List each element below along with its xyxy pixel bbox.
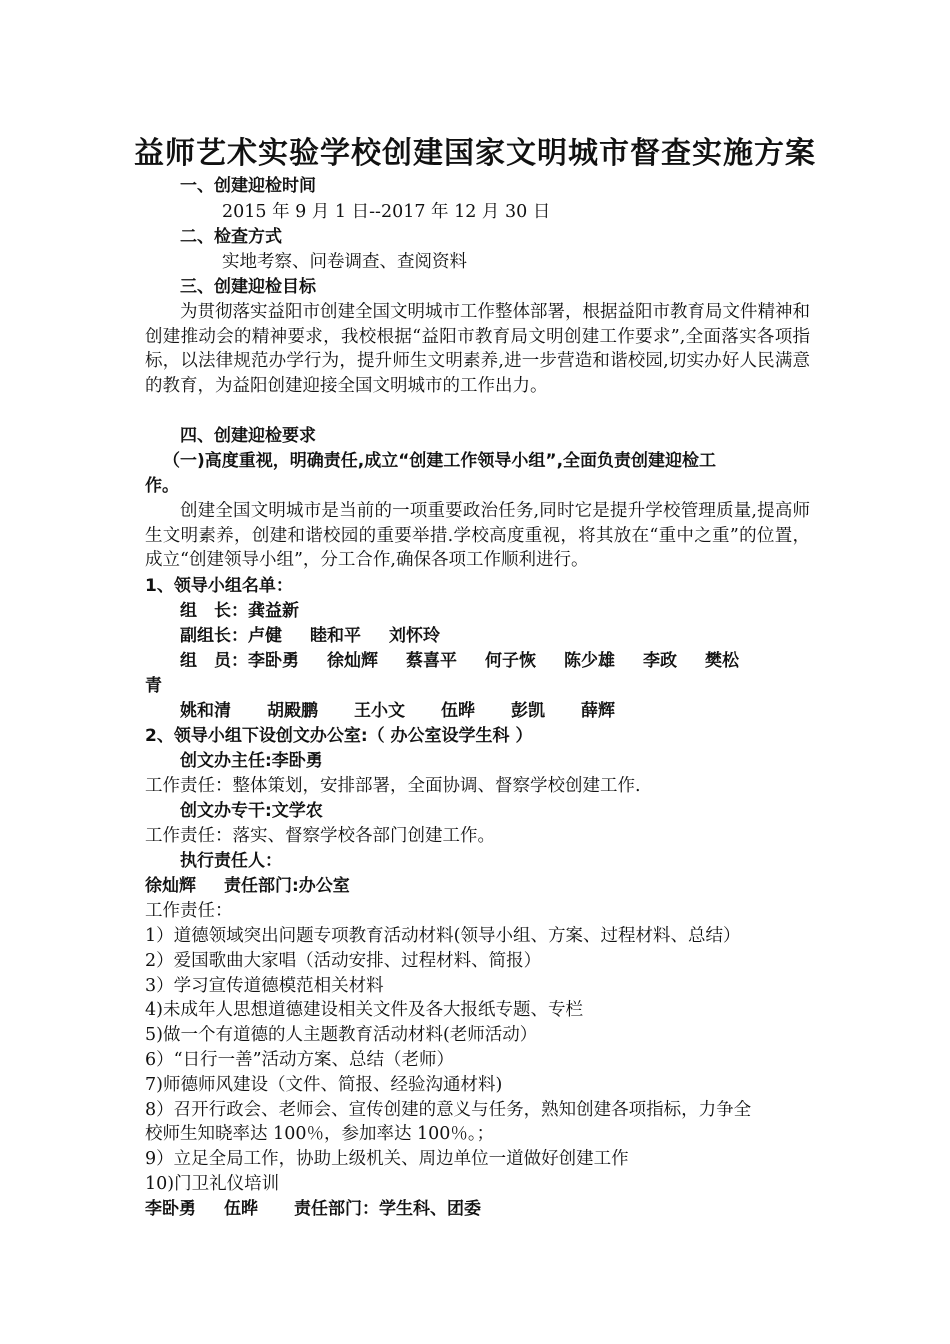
executor-2	[145, 1197, 815, 1222]
members-row-1-wrap: 青	[145, 676, 162, 696]
executor-department: 责任部门：学生科、团委	[294, 1199, 481, 1219]
duty-item: 7)师德师风建设（文件、简报、经验沟通材料)	[145, 1075, 503, 1095]
duty-item: 4)未成年人思想道德建设相关文件及各大报纸专题、专栏	[145, 1000, 583, 1020]
leader-name: 龚益新	[248, 601, 299, 621]
office-officer-duty: 工作责任：落实、督察学校各部门创建工作。	[145, 826, 495, 846]
member-name: 徐灿辉	[327, 651, 378, 671]
section-heading-2: 二、检查方式	[180, 227, 282, 247]
duty-item: 8）召开行政会、老师会、宣传创建的意义与任务，熟知创建各项指标，力争全	[145, 1100, 752, 1120]
member-name: 何子恢	[485, 651, 536, 671]
office-director-duty: 工作责任：整体策划，安排部署，全面协调、督察学校创建工作.	[145, 776, 641, 796]
duty-item: 2）爱国歌曲大家唱（活动安排、过程材料、简报）	[145, 951, 542, 971]
executor-1-duty-label: 工作责任：	[145, 901, 233, 921]
subsection-heading-1: （一)高度重视，明确责任,成立“创建工作领导小组”,全面负责创建迎检工	[163, 451, 717, 471]
duty-item: 5)做一个有道德的人主题教育活动材料(老师活动）	[145, 1025, 538, 1045]
inspection-methods: 实地考察、问卷调查、查阅资料	[222, 252, 467, 272]
executor-name: 李卧勇	[145, 1199, 196, 1219]
members-row-1	[180, 649, 850, 674]
section-heading-1: 一、创建迎检时间	[180, 176, 316, 196]
member-name: 李卧勇	[248, 651, 299, 671]
leader-row	[180, 599, 850, 624]
document-title: 益师艺术实验学校创建国家文明城市督查实施方案	[134, 136, 816, 171]
member-name: 李政	[643, 651, 677, 671]
executor-label: 执行责任人：	[180, 851, 282, 871]
duty-item: 9）立足全局工作，协助上级机关、周边单位一道做好创建工作	[145, 1149, 629, 1169]
member-label: 组 员：	[180, 651, 248, 671]
members-row-2	[180, 699, 850, 724]
inspection-period: 2015 年 9 月 1 日--2017 年 12 月 30 日	[222, 202, 551, 222]
section-heading-4: 四、创建迎检要求	[180, 426, 316, 446]
deputy-name: 卢健	[248, 626, 282, 646]
leaders-heading: 1、领导小组名单：	[145, 576, 293, 596]
subsection-heading-1-wrap: 作。	[145, 476, 179, 496]
office-director: 创文办主任:李卧勇	[180, 751, 323, 771]
member-name: 樊松	[705, 651, 739, 671]
member-name: 伍晔	[441, 701, 475, 721]
executor-name: 徐灿辉	[145, 876, 196, 896]
duty-item: 3）学习宣传道德模范相关材料	[145, 976, 384, 996]
executor-1	[145, 874, 815, 899]
leader-label: 组 长：	[180, 601, 248, 621]
duty-item-wrap: 校师生知晓率达 100％，参加率达 100％。；	[145, 1124, 495, 1144]
deputy-name: 睦和平	[310, 626, 361, 646]
office-officer: 创文办专干:文学农	[180, 801, 323, 821]
duty-item: 6）“日行一善”活动方案、总结（老师）	[145, 1050, 455, 1070]
member-name: 蔡喜平	[406, 651, 457, 671]
section-heading-3: 三、创建迎检目标	[180, 277, 316, 297]
member-name: 彭凯	[511, 701, 545, 721]
requirement-paragraph: 创建全国文明城市是当前的一项重要政治任务,同时它是提升学校管理质量,提高师生文明素养，创建和谐校园的重要举措.学校高度重视，将其放在“重中之重”的位置，成立“创建领导小组”，分工合作,确保各项工作顺利进行。	[145, 501, 810, 571]
duty-item: 10)门卫礼仪培训	[145, 1174, 280, 1194]
member-name: 薛辉	[581, 701, 615, 721]
member-name: 王小文	[354, 701, 405, 721]
member-name: 胡殿鹏	[267, 701, 318, 721]
member-name: 陈少雄	[564, 651, 615, 671]
deputy-label: 副组长：	[180, 626, 248, 646]
office-heading: 2、领导小组下设创文办公室:（ 办公室设学生科 ）	[145, 726, 533, 746]
goal-paragraph: 为贯彻落实益阳市创建全国文明城市工作整体部署，根据益阳市教育局文件精神和创建推动会的精神要求，我校根据“益阳市教育局文明创建工作要求”,全面落实各项指标，以法律规范办学行为，提升师生文明素养,进一步营造和谐校园,切实办好人民满意的教育，为益阳创建迎接全国文明城市的工作出力。	[145, 302, 810, 396]
duty-item: 1）道德领域突出问题专项教育活动材料(领导小组、方案、过程材料、总结）	[145, 926, 741, 946]
executor-department: 责任部门:办公室	[224, 876, 350, 896]
executor-name: 伍晔	[224, 1199, 258, 1219]
deputy-name: 刘怀玲	[389, 626, 440, 646]
member-name: 姚和清	[180, 701, 231, 721]
deputy-row	[180, 624, 850, 649]
